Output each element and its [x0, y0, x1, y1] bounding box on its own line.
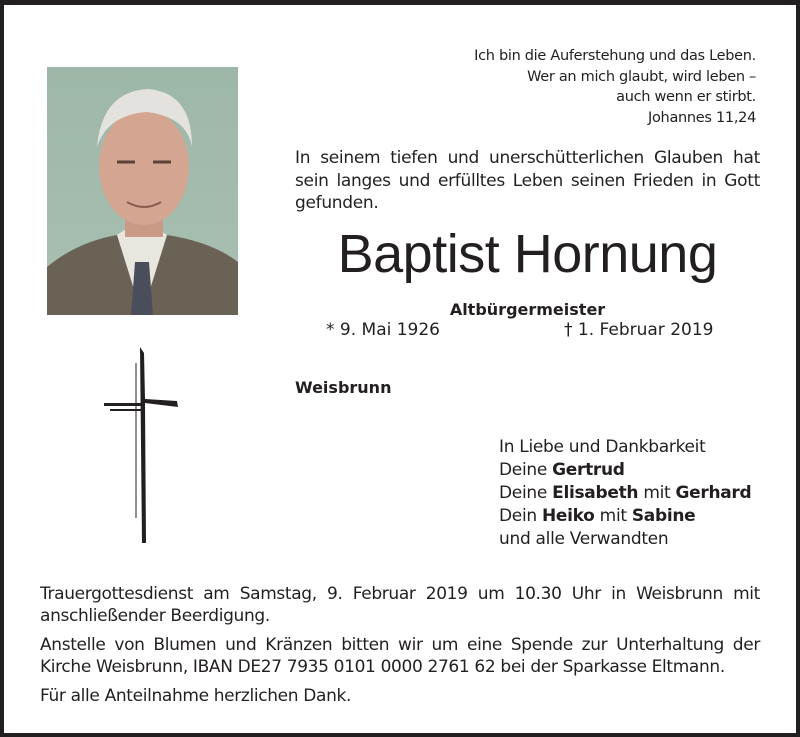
- family-line: und alle Verwandten: [499, 529, 669, 549]
- obituary-card: [4, 5, 796, 733]
- family-text: Deine: [499, 483, 553, 503]
- intro-text: In seinem tiefen und unerschütterlichen Glauben hat sein langes und erfülltes Leben seinen Frieden in Gott gefunden.: [295, 148, 760, 213]
- deceased-name: Baptist Hornung: [337, 224, 718, 284]
- family-signature: [499, 436, 751, 551]
- donation-text: Anstelle von Blumen und Kränzen bitten wir um eine Spende zur Unterhaltung der Kirche Weisbrunn, IBAN DE27 7935 0101 0000 2761 62 bei der Sparkasse Eltmann.: [40, 635, 760, 677]
- family-name: Elisabeth: [552, 483, 639, 503]
- place-name: Weisbrunn: [295, 378, 392, 397]
- quote-line: Ich bin die Auferstehung und das Leben.: [474, 48, 756, 64]
- deceased-title: Altbürgermeister: [449, 300, 606, 319]
- bible-quote: [474, 46, 756, 128]
- cross-icon: [102, 343, 182, 548]
- family-text: mit: [594, 506, 632, 526]
- family-text: Dein: [499, 506, 542, 526]
- family-line: [499, 482, 751, 505]
- family-name: Sabine: [631, 506, 696, 526]
- quote-source: Johannes 11,24: [648, 109, 756, 126]
- family-line: In Liebe und Dankbarkeit: [499, 437, 706, 457]
- family-line: [499, 459, 751, 482]
- funeral-service-text: Trauergottesdienst am Samstag, 9. Februar 2019 um 10.30 Uhr in Weisbrunn mit anschließender Beerdigung.: [40, 584, 760, 626]
- quote-line: auch wenn er stirbt.: [616, 89, 756, 105]
- service-info: [40, 583, 760, 714]
- birth-date: * 9. Mai 1926: [326, 320, 441, 340]
- portrait-photo: [47, 67, 238, 315]
- family-text: mit: [638, 483, 676, 503]
- family-text: Deine: [499, 460, 553, 480]
- death-date: † 1. Februar 2019: [564, 320, 714, 340]
- quote-line: Wer an mich glaubt, wird leben –: [527, 68, 756, 85]
- family-name: Heiko: [541, 506, 595, 526]
- thanks-text: Für alle Anteilnahme herzlichen Dank.: [40, 686, 352, 706]
- family-name: Gerhard: [675, 483, 752, 503]
- family-line: [499, 505, 751, 528]
- family-name: Gertrud: [552, 460, 625, 480]
